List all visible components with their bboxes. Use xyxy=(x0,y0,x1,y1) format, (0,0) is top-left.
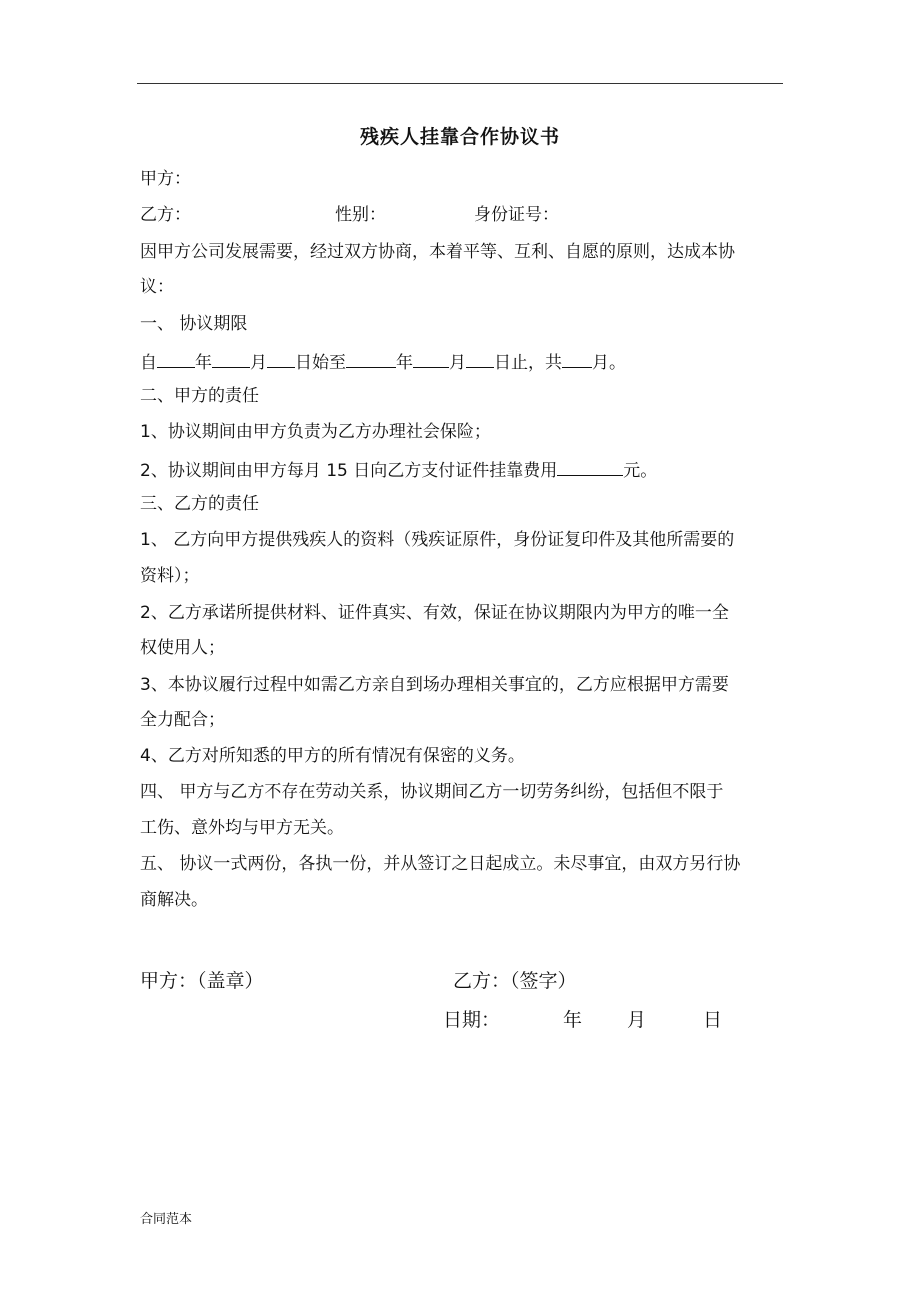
term-year: 年 xyxy=(195,353,212,373)
blank-end-year xyxy=(346,349,396,368)
section-4-line-2: 工伤、意外均与甲方无关。 xyxy=(140,818,344,838)
blank-fee-amount xyxy=(557,457,623,476)
header-rule xyxy=(137,83,783,84)
gender-label: 性别： xyxy=(335,205,386,225)
blank-start-day xyxy=(267,349,295,368)
section-3-heading: 三、乙方的责任 xyxy=(140,494,259,514)
section-4-line-1: 四、 甲方与乙方不存在劳动关系，协议期间乙方一切劳务纠纷，包括但不限于 xyxy=(140,782,724,802)
section-3-item-2-line-2: 权使用人； xyxy=(140,638,225,658)
intro-line-2: 议： xyxy=(140,277,174,297)
blank-start-year xyxy=(157,349,195,368)
term-months-end: 月。 xyxy=(592,353,626,373)
blank-end-month xyxy=(413,349,449,368)
date-year: 年 xyxy=(563,1009,583,1031)
footer-text: 合同范本 xyxy=(140,1212,193,1227)
term-day-start: 日始至 xyxy=(295,353,346,373)
section-3-item-3-line-2: 全力配合； xyxy=(140,710,225,730)
blank-end-day xyxy=(466,349,494,368)
section-3-item-3-line-1: 3、本协议履行过程中如需乙方亲自到场办理相关事宜的，乙方应根据甲方需要 xyxy=(140,675,729,695)
term-year-2: 年 xyxy=(396,353,413,373)
party-b-line xyxy=(140,204,191,226)
section-5-line-2: 商解决。 xyxy=(140,890,208,910)
term-day-end: 日止，共 xyxy=(494,353,562,373)
section-5-line-1: 五、 协议一式两份，各执一份，并从签订之日起成立。未尽事宜，由双方另行协 xyxy=(140,854,741,874)
term-line xyxy=(140,349,626,374)
section-3-item-1-line-1: 1、 乙方向甲方提供残疾人的资料（残疾证原件，身份证复印件及其他所需要的 xyxy=(140,530,735,550)
item-2-unit: 元。 xyxy=(623,461,658,481)
document-title: 残疾人挂靠合作协议书 xyxy=(359,126,560,148)
term-month: 月 xyxy=(250,353,267,373)
section-2-item-1: 1、协议期间由甲方负责为乙方办理社会保险； xyxy=(140,422,491,442)
item-2-text: 2、协议期间由甲方每月 15 日向乙方支付证件挂靠费用 xyxy=(140,461,558,481)
date-day: 日 xyxy=(703,1009,723,1031)
term-month-2: 月 xyxy=(449,353,466,373)
term-from: 自 xyxy=(140,353,157,373)
id-number-label: 身份证号： xyxy=(474,205,559,225)
date-month: 月 xyxy=(627,1009,647,1031)
section-3-item-4: 4、乙方对所知悉的甲方的所有情况有保密的义务。 xyxy=(140,746,525,766)
intro-line-1: 因甲方公司发展需要，经过双方协商，本着平等、互利、自愿的原则，达成本协 xyxy=(140,242,735,262)
section-2-heading: 二、甲方的责任 xyxy=(140,386,259,406)
date-label: 日期： xyxy=(443,1009,501,1031)
party-a-seal: 甲方：（盖章） xyxy=(140,970,264,992)
section-1-heading: 一、 协议期限 xyxy=(140,314,248,334)
blank-total-months xyxy=(562,349,592,368)
blank-start-month xyxy=(212,349,250,368)
section-3-item-2-line-1: 2、乙方承诺所提供材料、证件真实、有效，保证在协议期限内为甲方的唯一全 xyxy=(140,603,729,623)
party-a-line xyxy=(140,168,191,190)
party-b-label: 乙方： xyxy=(140,205,191,225)
party-a-label: 甲方： xyxy=(140,169,191,189)
section-2-item-2 xyxy=(140,457,657,482)
section-3-item-1-line-2: 资料）； xyxy=(140,566,200,586)
party-b-signature: 乙方：（签字） xyxy=(453,970,577,992)
